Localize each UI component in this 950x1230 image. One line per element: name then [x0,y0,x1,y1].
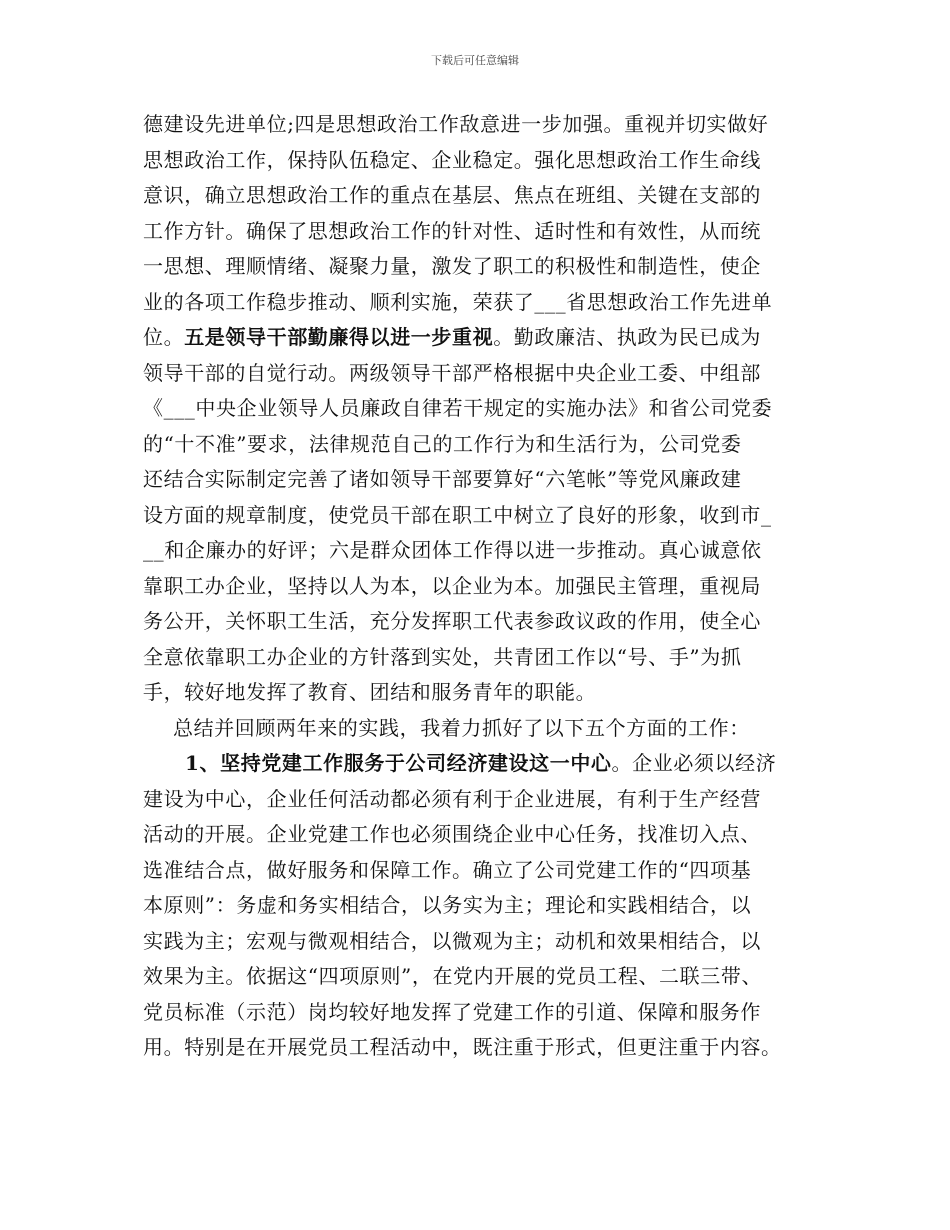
text-run: 还结合实际制定完善了诸如领导干部要算好“六笔帐”等党风廉政建 [143,467,742,491]
text-run: 选准结合点，做好服务和保障工作。确立了公司党建工作的“四项基 [143,857,752,882]
text-line [143,391,813,427]
text-line [143,604,813,640]
text-run: 德建设先进单位;四是思想政治工作敌意进一步加强。重视并切实做好 [143,112,769,136]
text-run: 领导干部的自觉行动。两级领导干部严格根据中央企业工委、中组部 [143,360,761,385]
text-run: 。企业必须以经济 [611,751,777,775]
text-run: 一思想、理顺情绪、凝聚力量，激发了职工的积极性和制造性，使企 [143,254,761,278]
text-run: 建设为中心，企业任何活动都必须有利于企业进展，有利于生产经营 [143,786,761,811]
text-line [143,640,813,676]
text-run: 思想政治工作，保持队伍稳定、企业稳定。强化思想政治工作生命线 [143,147,761,172]
text-line [143,178,813,214]
text-run: 设方面的规章制度，使党员干部在职工中树立了良好的形象，收到市_ [143,502,772,527]
text-run: 。勤政廉洁、执政为民已成为 [493,325,762,349]
text-line [143,462,813,498]
text-run: 党员标准（示范）岗均较好地发挥了党建工作的引道、保障和服务作 [143,999,761,1024]
text-line [143,356,813,392]
text-line [143,320,813,356]
text-line [143,249,813,285]
text-line [143,214,813,250]
text-line [143,143,813,179]
text-line [143,853,813,889]
text-line [143,498,813,534]
text-line [143,569,813,605]
text-line [143,817,813,853]
text-run: 的“十不准”要求，法律规范自己的工作行为和生活行为，公司党委 [143,431,742,456]
text-run: 务公开，关怀职工生活，充分发挥职工代表参政议政的作用，使全心 [143,609,761,633]
page-header: 下载后可任意编辑 [431,54,519,67]
text-run: 实践为主；宏观与微观相结合，以微观为主；动机和效果相结合，以 [143,928,761,953]
text-run: 活动的开展。企业党建工作也必须围绕企业中心任务，找准切入点、 [143,822,761,846]
text-line [143,533,813,569]
text-run: 本原则”：务虚和务实相结合，以务实为主；理论和实践相结合，以 [143,893,752,917]
text-line [143,675,813,711]
text-run: __和企廉办的好评；六是群众团体工作得以进一步推动。真心诚意依 [143,538,762,562]
text-run: 位。 [143,325,185,349]
text-line [143,711,813,747]
text-line [143,888,813,924]
bold-text-run: 1、坚持党建工作服务于公司经济建设这一中心 [185,751,612,775]
text-run: 全意依靠职工办企业的方针落到实处，共青团工作以“号、手”为抓 [143,644,742,669]
text-run: 手，较好地发挥了教育、团结和服务青年的职能。 [143,680,597,704]
text-line [143,782,813,818]
document-body [143,107,813,1066]
text-run: 意识，确立思想政治工作的重点在基层、焦点在班组、关键在支部的 [143,183,761,207]
text-line [143,959,813,995]
text-run: 靠职工办企业，坚持以人为本，以企业为本。加强民主管理，重视局 [143,573,761,598]
text-line [143,746,813,782]
text-line [143,427,813,463]
text-line [143,995,813,1031]
text-run: 用。特别是在开展党员工程活动中，既注重于形式，但更注重于内容。 [143,1035,782,1059]
text-line [143,107,813,143]
bold-text-run: 五是领导干部勤廉得以进一步重视 [184,325,494,349]
text-line [143,1030,813,1066]
text-run: 效果为主。依据这“四项原则”，在党内开展的党员工程、二联三带、 [143,964,763,988]
text-line [143,285,813,321]
text-line [143,924,813,960]
text-run: 《___中央企业领导人员廉政自律若干规定的实施办法》和省公司党委 [143,396,773,420]
text-run: 业的各项工作稳步推动、顺利实施，荣获了___省思想政治工作先进单 [143,289,773,314]
text-run: 总结并回顾两年来的实践，我着力抓好了以下五个方面的工作： [173,715,750,740]
text-run: 工作方针。确保了思想政治工作的针对性、适时性和有效性，从而统 [143,218,761,243]
